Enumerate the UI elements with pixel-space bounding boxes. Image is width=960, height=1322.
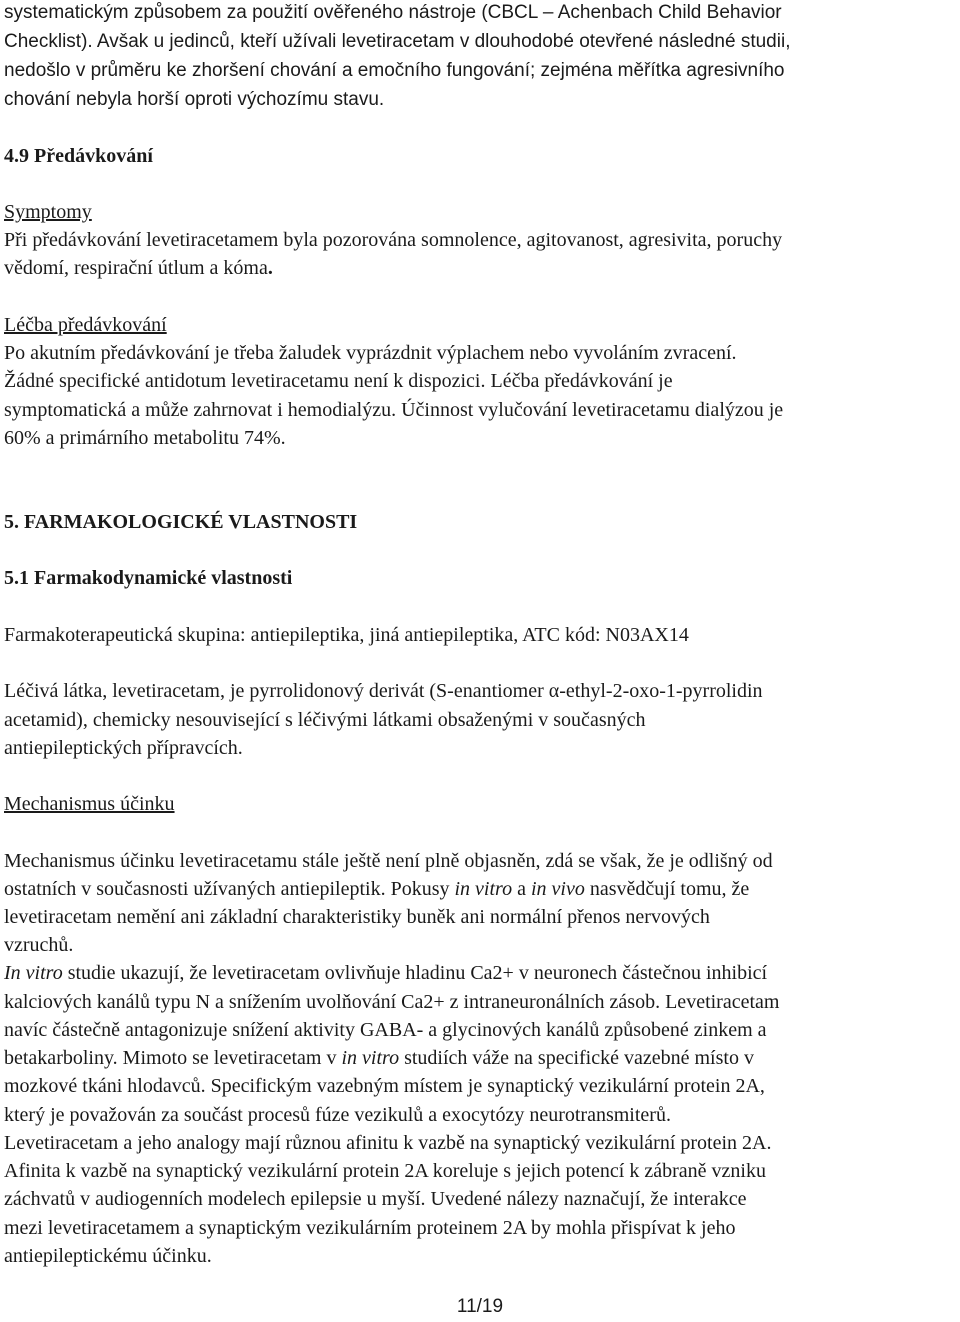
mechanism-text: mezi levetiracetamem a synaptickým vezikulárním proteinem 2A by mohla přispívat k jeho bbox=[4, 1217, 736, 1239]
intro-line: systematickým způsobem za použití ověřeného nástroje (CBCL – Achenbach Child Behavior bbox=[4, 2, 782, 23]
treatment-title: Léčba předávkování bbox=[4, 314, 167, 336]
section-heading-5-1: 5.1 Farmakodynamické vlastnosti bbox=[4, 567, 293, 589]
mechanism-text: vzruchů. bbox=[4, 934, 74, 956]
intro-line: chování nebyla horší oproti výchozímu stavu. bbox=[4, 89, 385, 110]
mechanism-text: ostatních v současnosti užívaných antiepileptik. Pokusy in vitro a in vivo nasvědčují tomu, že bbox=[4, 878, 750, 900]
mechanism-text: Afinita k vazbě na synaptický vezikulární protein 2A koreluje s jejich potencí k zábraně vzniku bbox=[4, 1160, 766, 1182]
intro-line: Checklist). Avšak u jedinců, kteří užívali levetiracetam v dlouhodobé otevřené následné studii, bbox=[4, 31, 791, 52]
mechanism-text: který je považován za součást procesů fúze vezikulů a exocytózy neurotransmiterů. bbox=[4, 1104, 671, 1126]
treatment-text: Žádné specifické antidotum levetiracetamu není k dispozici. Léčba předávkování je bbox=[4, 370, 673, 392]
mechanism-title: Mechanismus účinku bbox=[4, 793, 175, 815]
pharmacotherapeutic-group: Farmakoterapeutická skupina: antiepileptika, jiná antiepileptika, ATC kód: N03AX14 bbox=[4, 624, 689, 646]
symptoms-title: Symptomy bbox=[4, 201, 92, 223]
treatment-text: 60% a primárního metabolitu 74%. bbox=[4, 427, 286, 449]
mechanism-text: antiepileptickému účinku. bbox=[4, 1245, 212, 1267]
mechanism-text: navíc částečně antagonizuje snížení aktivity GABA- a glycinových kanálů způsobené zinkem a bbox=[4, 1019, 767, 1041]
page-number: 11/19 bbox=[456, 1296, 504, 1317]
mechanism-text: záchvatů v audiogenních modelech epilepsie u myší. Uvedené nálezy naznačují, že interakce bbox=[4, 1188, 747, 1210]
symptoms-text: vědomí, respirační útlum a kóma. bbox=[4, 257, 273, 279]
mechanism-text: Mechanismus účinku levetiracetamu stále ještě není plně objasněn, zdá se však, že je odlišný od bbox=[4, 850, 773, 872]
mechanism-text: betakarboliny. Mimoto se levetiracetam v in vitro studiích váže na specifické vazebné místo v bbox=[4, 1047, 754, 1069]
section-heading-4-9: 4.9 Předávkování bbox=[4, 145, 153, 167]
intro-line: nedošlo v průměru ke zhoršení chování a emočního fungování; zejména měřítka agresivního bbox=[4, 60, 785, 81]
mechanism-text: mozkové tkáni hlodavců. Specifickým vazebným místem je synaptický vezikulární protein 2A, bbox=[4, 1075, 765, 1097]
substance-text: Léčivá látka, levetiracetam, je pyrrolidonový derivát (S-enantiomer α-ethyl-2-oxo-1-pyrrolidin bbox=[4, 680, 763, 702]
substance-text: antiepileptických přípravcích. bbox=[4, 737, 243, 759]
substance-text: acetamid), chemicky nesouvisející s léčivými látkami obsaženými v současných bbox=[4, 709, 646, 731]
mechanism-text: In vitro studie ukazují, že levetiracetam ovlivňuje hladinu Ca2+ v neuronech částečnou inhibicí bbox=[4, 962, 768, 984]
mechanism-text: Levetiracetam a jeho analogy mají různou afinitu k vazbě na synaptický vezikulární protein 2A. bbox=[4, 1132, 772, 1154]
mechanism-text: kalciových kanálů typu N a snížením uvolňování Ca2+ z intraneuronálních zásob. Levetiracetam bbox=[4, 991, 780, 1013]
mechanism-text: levetiracetam nemění ani základní charakteristiky buněk ani normální přenos nervových bbox=[4, 906, 710, 928]
treatment-text: Po akutním předávkování je třeba žaludek vyprázdnit výplachem nebo vyvoláním zvracení. bbox=[4, 342, 737, 364]
section-heading-5: 5. FARMAKOLOGICKÉ VLASTNOSTI bbox=[4, 511, 358, 533]
treatment-text: symptomatická a může zahrnovat i hemodialýzu. Účinnost vylučování levetiracetamu dialýzou je bbox=[4, 399, 784, 421]
symptoms-text: Při předávkování levetiracetamem byla pozorována somnolence, agitovanost, agresivita, poruchy bbox=[4, 229, 783, 251]
